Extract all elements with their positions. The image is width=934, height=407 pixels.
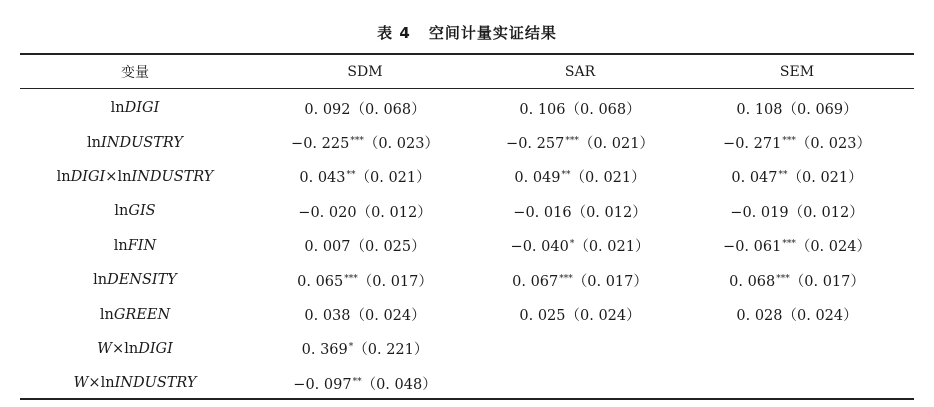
coefficient: −0. 271 <box>723 136 782 153</box>
cell-sem <box>680 229 914 263</box>
significance-stars: *** <box>559 273 573 284</box>
variable-name-part: DIGI <box>124 100 160 117</box>
standard-error: （0. 069） <box>782 101 858 118</box>
standard-error: （0. 024） <box>350 308 426 325</box>
standard-error: （0. 025） <box>350 239 426 256</box>
coefficient: 0. 043 <box>299 170 346 187</box>
significance-stars: ** <box>352 376 362 387</box>
cell-sem <box>680 88 914 125</box>
coefficient: −0. 040 <box>510 239 569 256</box>
coefficient: 0. 092 <box>304 101 351 118</box>
variable-name-part: W <box>97 340 113 357</box>
variable-name-part: ln <box>110 100 125 117</box>
cell-sem <box>680 332 914 366</box>
variable-name-part: DIGI <box>70 168 106 185</box>
variable-name-part: ln <box>87 134 102 151</box>
variable-name-part: DENSITY <box>107 272 177 289</box>
variable-name <box>20 194 250 228</box>
significance-stars: *** <box>565 136 579 147</box>
coefficient: 0. 049 <box>514 170 561 187</box>
coefficient: 0. 369 <box>301 342 348 359</box>
variable-name-part: ×ln <box>112 340 139 357</box>
variable-name <box>20 88 250 125</box>
cell-sdm <box>250 263 480 297</box>
coefficient: 0. 007 <box>304 239 351 256</box>
cell-sdm <box>250 88 480 125</box>
significance-stars: * <box>569 239 575 250</box>
coefficient: 0. 047 <box>731 170 778 187</box>
coefficient: −0. 061 <box>723 239 782 256</box>
variable-name-part: DIGI <box>138 340 173 357</box>
table-caption <box>0 22 934 43</box>
standard-error: （0. 021） <box>574 239 650 256</box>
coefficient: −0. 257 <box>506 136 565 153</box>
cell-sdm <box>250 160 480 194</box>
cell-sdm <box>250 194 480 228</box>
standard-error: （0. 221） <box>353 342 429 359</box>
standard-error: （0. 023） <box>795 136 871 153</box>
variable-name <box>20 366 250 400</box>
standard-error: （0. 017） <box>572 273 648 290</box>
significance-stars: * <box>348 342 354 353</box>
column-header-sdm: SDM <box>347 63 383 80</box>
table-row <box>20 263 914 297</box>
cell-sar <box>480 263 680 297</box>
coefficient: −0. 020 <box>298 204 357 221</box>
table-row <box>20 194 914 228</box>
variable-name <box>20 263 250 297</box>
significance-stars: ** <box>346 170 356 181</box>
cell-sdm <box>250 332 480 366</box>
standard-error: （0. 068） <box>350 101 426 118</box>
cell-sem <box>680 125 914 159</box>
variable-name <box>20 332 250 366</box>
coefficient: −0. 225 <box>291 136 350 153</box>
cell-sar <box>480 125 680 159</box>
cell-sar <box>480 366 680 400</box>
column-header-sar: SAR <box>564 63 596 80</box>
cell-sdm <box>250 366 480 400</box>
significance-stars: *** <box>782 239 796 250</box>
standard-error: （0. 012） <box>788 204 864 221</box>
coefficient: 0. 067 <box>512 273 559 290</box>
standard-error: （0. 017） <box>357 273 433 290</box>
cell-sdm <box>250 125 480 159</box>
variable-name-part: ln <box>93 272 108 289</box>
variable-name <box>20 229 250 263</box>
variable-name-part: INDUSTRY <box>114 375 197 392</box>
standard-error: （0. 021） <box>570 170 646 187</box>
coefficient: 0. 025 <box>519 308 566 325</box>
coefficient: 0. 065 <box>297 273 344 290</box>
significance-stars: *** <box>344 273 358 284</box>
cell-sem <box>680 160 914 194</box>
cell-sdm <box>250 229 480 263</box>
variable-name <box>20 297 250 331</box>
header-row <box>20 55 914 88</box>
variable-name-part: INDUSTRY <box>131 168 214 185</box>
column-header-sem: SEM <box>779 63 815 80</box>
significance-stars: *** <box>782 136 796 147</box>
standard-error: （0. 023） <box>363 136 439 153</box>
cell-sar <box>480 88 680 125</box>
table-row <box>20 366 914 400</box>
coefficient: −0. 019 <box>730 204 789 221</box>
variable-name-part: ln <box>99 306 114 323</box>
cell-sem <box>680 297 914 331</box>
coefficient: −0. 097 <box>293 376 352 393</box>
significance-stars: *** <box>776 273 790 284</box>
standard-error: （0. 048） <box>361 376 437 393</box>
cell-sar <box>480 332 680 366</box>
table-number: 表 4 <box>377 24 411 42</box>
variable-name-part: INDUSTRY <box>101 134 183 151</box>
cell-sar <box>480 160 680 194</box>
cell-sar <box>480 297 680 331</box>
table-row <box>20 125 914 159</box>
significance-stars: ** <box>561 170 571 181</box>
standard-error: （0. 024） <box>795 239 871 256</box>
coefficient: 0. 106 <box>519 101 566 118</box>
cell-sdm <box>250 297 480 331</box>
coefficient: 0. 028 <box>736 308 783 325</box>
variable-name-part: ×ln <box>105 168 132 185</box>
table-header <box>20 55 914 88</box>
standard-error: （0. 012） <box>571 204 647 221</box>
standard-error: （0. 021） <box>787 170 863 187</box>
table-row <box>20 229 914 263</box>
coefficient: 0. 038 <box>304 308 351 325</box>
significance-stars: *** <box>350 136 364 147</box>
variable-name-part: ln <box>113 237 128 254</box>
standard-error: （0. 021） <box>578 136 654 153</box>
standard-error: （0. 068） <box>565 101 641 118</box>
table-title: 空间计量实证结果 <box>428 24 557 42</box>
coefficient: 0. 068 <box>729 273 776 290</box>
cell-sem <box>680 263 914 297</box>
variable-name-part: W <box>73 375 89 392</box>
standard-error: （0. 024） <box>782 308 858 325</box>
variable-name-part: GREEN <box>113 306 171 323</box>
significance-stars: ** <box>778 170 788 181</box>
cell-sar <box>480 194 680 228</box>
variable-name <box>20 125 250 159</box>
variable-name-part: GIS <box>128 203 156 220</box>
variable-name-part: ln <box>56 168 71 185</box>
table-row <box>20 88 914 125</box>
cell-sem <box>680 366 914 400</box>
coefficient: −0. 016 <box>513 204 572 221</box>
variable-name <box>20 160 250 194</box>
results-table <box>20 55 914 401</box>
variable-name-part: FIN <box>127 237 157 254</box>
table-body <box>20 88 914 401</box>
variable-name-part: ×ln <box>88 375 115 392</box>
standard-error: （0. 021） <box>355 170 431 187</box>
standard-error: （0. 012） <box>356 204 432 221</box>
standard-error: （0. 017） <box>789 273 865 290</box>
variable-name-part: ln <box>114 203 129 220</box>
table-row <box>20 332 914 366</box>
cell-sem <box>680 194 914 228</box>
coefficient: 0. 108 <box>736 101 783 118</box>
cell-sar <box>480 229 680 263</box>
table-row <box>20 297 914 331</box>
standard-error: （0. 024） <box>565 308 641 325</box>
column-header-variable: 变量 <box>121 64 149 81</box>
table-row <box>20 160 914 194</box>
